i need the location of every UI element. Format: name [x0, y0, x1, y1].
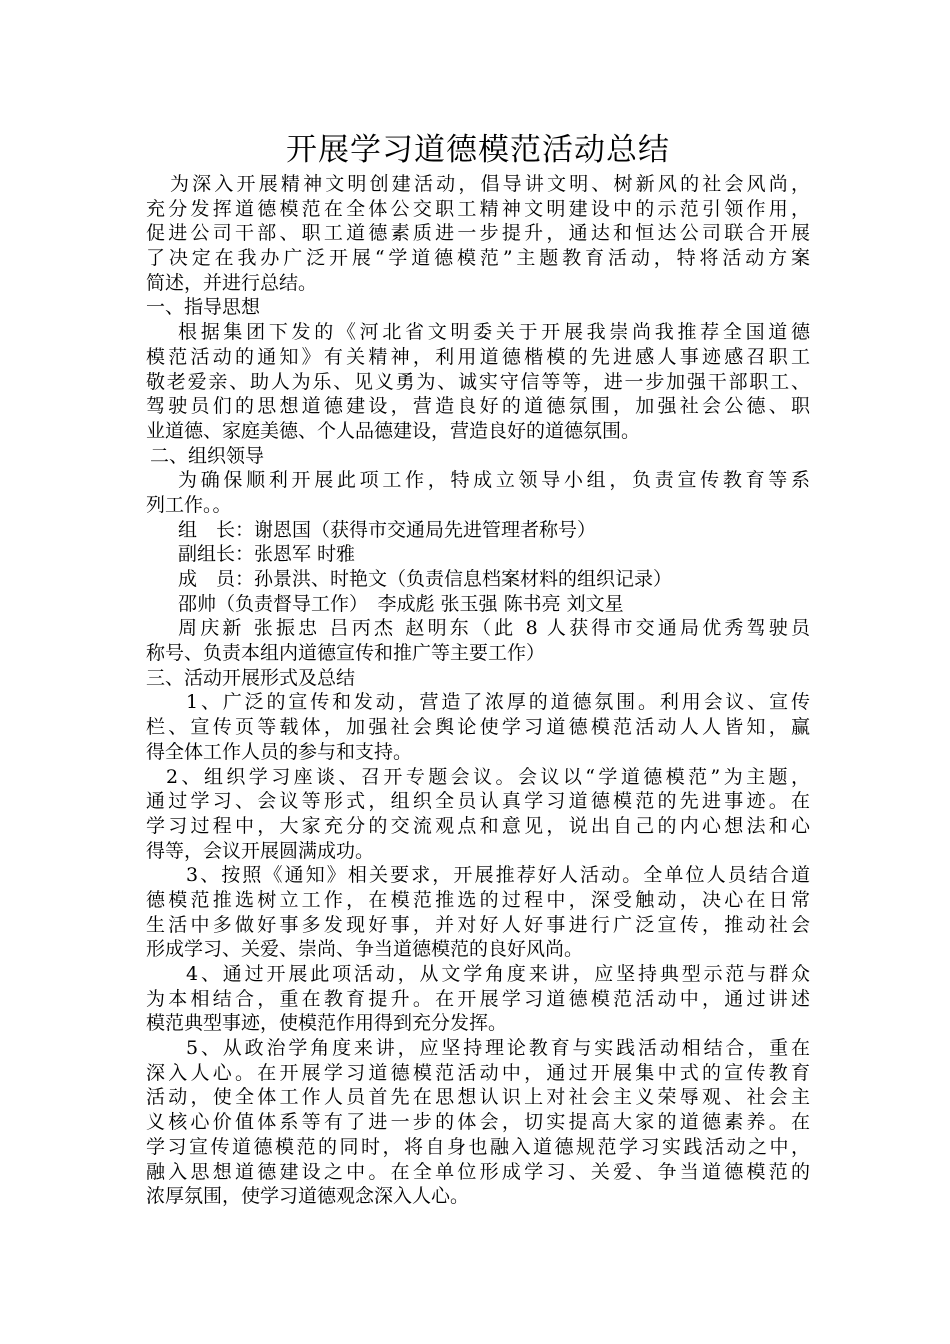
text-line: 5、从政治学角度来讲，应坚持理论教育与实践活动相结合，重在: [186, 1037, 810, 1060]
text-line: 得全体工作人员的参与和支持。: [146, 740, 413, 763]
text-line: 二、组织领导: [150, 444, 265, 467]
text-line: 3、按照《通知》相关要求，开展推荐好人活动。全单位人员结合道: [186, 864, 810, 887]
text-line: 融入思想道德建设之中。在全单位形成学习、关爱、争当道德模范的: [146, 1160, 810, 1183]
text-line: 浓厚氛围，使学习道德观念深入人心。: [146, 1185, 470, 1208]
text-line: 模范活动的通知》有关精神，利用道德楷模的先进感人事迹感召职工: [146, 345, 810, 368]
document-body: [146, 172, 810, 1209]
text-line: 栏、宣传页等载体，加强社会舆论使学习道德模范活动人人皆知，赢: [146, 716, 810, 739]
text-line: 深入人心。在开展学习道德模范活动中，通过开展集中式的宣传教育: [146, 1061, 810, 1084]
text-line: 义核心价值体系等有了进一步的体会，切实提高大家的道德素养。在: [146, 1111, 810, 1134]
text-line: 通过学习、会议等形式，组织全员认真学习道德模范的先进事迹。在: [146, 790, 810, 813]
text-line: 生活中多做好事多发现好事，并对好人好事进行广泛宣传，推动社会: [146, 913, 810, 936]
text-line: 形成学习、关爱、崇尚、争当道德模范的良好风尚。: [146, 938, 584, 961]
text-line: 促进公司干部、职工道德素质进一步提升，通达和恒达公司联合开展: [146, 222, 810, 245]
text-line: 模范典型事迹，使模范作用得到充分发挥。: [146, 1012, 508, 1035]
document-page: [146, 128, 810, 1209]
text-line: 敬老爱亲、助人为乐、见义勇为、诚实守信等等，进一步加强干部职工、: [146, 370, 810, 393]
text-line: 驾驶员们的思想道德建设，营造良好的道德氛围，加强社会公德、职: [146, 395, 810, 418]
text-line: 列工作。。: [146, 493, 232, 516]
text-line: 邵帅（负责督导工作） 李成彪 张玉强 陈书亮 刘文星: [178, 592, 624, 615]
text-line: 为确保顺利开展此项工作，特成立领导小组，负责宣传教育等系: [178, 469, 810, 492]
text-line: 业道德、家庭美德、个人品德建设，营造良好的道德氛围。: [146, 419, 641, 442]
text-line: 充分发挥道德模范在全体公交职工精神文明建设中的示范引领作用，: [146, 197, 810, 220]
text-line: 称号、负责本组内道德宣传和推广等主要工作）: [146, 642, 546, 665]
text-line: 1、广泛的宣传和发动，营造了浓厚的道德氛围。利用会议、宣传: [186, 691, 810, 714]
text-line: 德模范推选树立工作，在模范推选的过程中，深受触动，决心在日常: [146, 888, 810, 911]
text-line: 得等，会议开展圆满成功。: [146, 839, 375, 862]
text-line: 学习过程中，大家充分的交流观点和意见，说出自己的内心想法和心: [146, 814, 810, 837]
text-line: 2、组织学习座谈、召开专题会议。会议以“学道德模范”为主题，: [166, 765, 810, 788]
text-line: 为深入开展精神文明创建活动，倡导讲文明、树新风的社会风尚，: [170, 173, 810, 195]
text-line: 三、活动开展形式及总结: [146, 666, 356, 689]
text-line: 简述，并进行总结。: [146, 271, 318, 294]
text-line: 4、通过开展此项活动，从文学角度来讲，应坚持典型示范与群众: [186, 963, 810, 985]
text-line: 根据集团下发的《河北省文明委关于开展我崇尚我推荐全国道德: [178, 321, 810, 344]
text-line: 为本相结合，重在教育提升。在开展学习道德模范活动中，通过讲述: [146, 987, 810, 1010]
document-title: 开展学习道德模范活动总结: [286, 132, 670, 168]
text-line: 组 长：谢恩国（获得市交通局先进管理者称号）: [178, 518, 597, 541]
text-line: 活动，使全体工作人员首先在思想认识上对社会主义荣辱观、社会主: [146, 1086, 810, 1109]
text-line: 成 员：孙景洪、时艳文（负责信息档案材料的组织记录）: [178, 568, 673, 590]
text-line: 了决定在我办广泛开展“学道德模范”主题教育活动，特将活动方案: [146, 247, 810, 270]
text-line: 学习宣传道德模范的同时，将自身也融入道德规范学习实践活动之中，: [146, 1135, 810, 1158]
text-line: 一、指导思想: [146, 296, 261, 319]
text-line: 周庆新 张振忠 吕丙杰 赵明东（此 8 人获得市交通局优秀驾驶员: [178, 617, 810, 640]
text-line: 副组长：张恩军 时雅: [178, 543, 356, 566]
